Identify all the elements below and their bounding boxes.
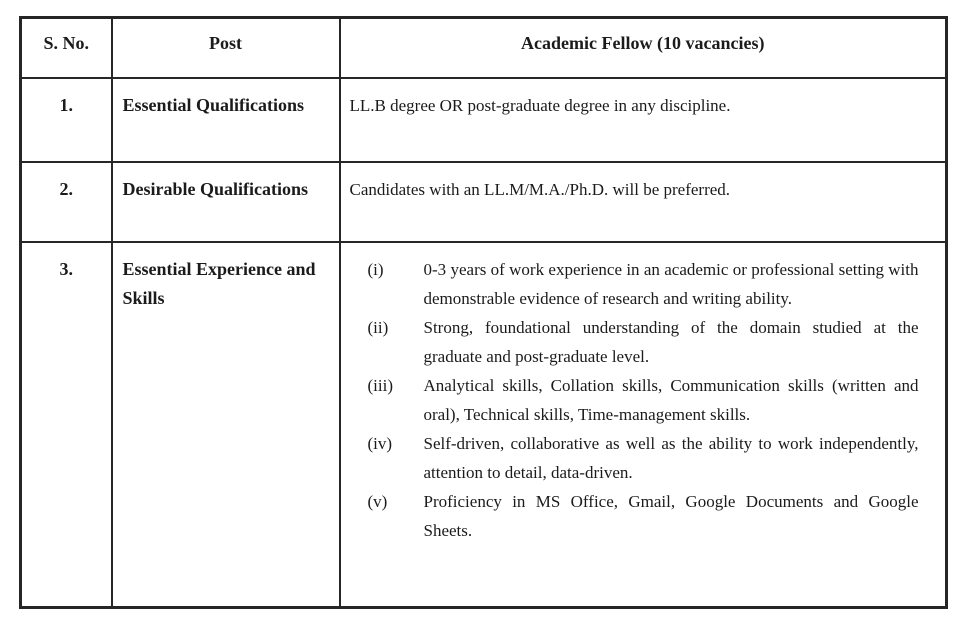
table-row [21,242,947,608]
post-label-text: Essential Qualifications [122,94,305,115]
table-header-row [21,18,947,78]
list-item-text: Strong, foundational understanding of the domain studied at the graduate and post-graduate level. [423,317,919,366]
list-item [341,429,946,487]
list-item-numeral: (ii) [367,317,389,337]
list-item-text: Analytical skills, Collation skills, Communication skills (written and oral), Technical skills, Time-management skills. [423,375,919,424]
list-item-text: Proficiency in MS Office, Gmail, Google Documents and Google Sheets. [423,491,919,540]
row-post-label [112,242,340,608]
header-position-title: Academic Fellow (10 vacancies) [340,18,947,78]
row-content: LL.B degree OR post-graduate degree in any discipline. [340,78,947,162]
post-label-text: Desirable Qualifications [122,178,308,199]
list-item [341,313,946,371]
header-serial-number: S. No. [21,18,112,78]
row-serial-number: 3. [21,242,112,608]
post-label-text: Essential Experience and Skills [122,258,316,308]
list-item-text: Self-driven, collaborative as well as the ability to work independently, attention to detail, data-driven. [423,433,919,482]
list-item-numeral: (v) [367,491,388,511]
list-item-numeral: (i) [367,259,384,279]
row-content: Candidates with an LL.M/M.A./Ph.D. will be preferred. [340,162,947,242]
row-content-list [340,242,947,608]
list-item [341,255,946,313]
list-item-numeral: (iv) [367,433,393,453]
table-row [21,162,947,242]
row-serial-number: 2. [21,162,112,242]
vacancy-requirements-table [19,16,948,609]
row-serial-number: 1. [21,78,112,162]
row-post-label [112,162,340,242]
list-item [341,371,946,429]
row-post-label [112,78,340,162]
list-item-text: 0-3 years of work experience in an academic or professional setting with demonstrable evidence of research and writing ability. [423,259,919,308]
list-item-numeral: (iii) [367,375,393,395]
table-row [21,78,947,162]
list-item [341,487,946,545]
header-post: Post [112,18,340,78]
